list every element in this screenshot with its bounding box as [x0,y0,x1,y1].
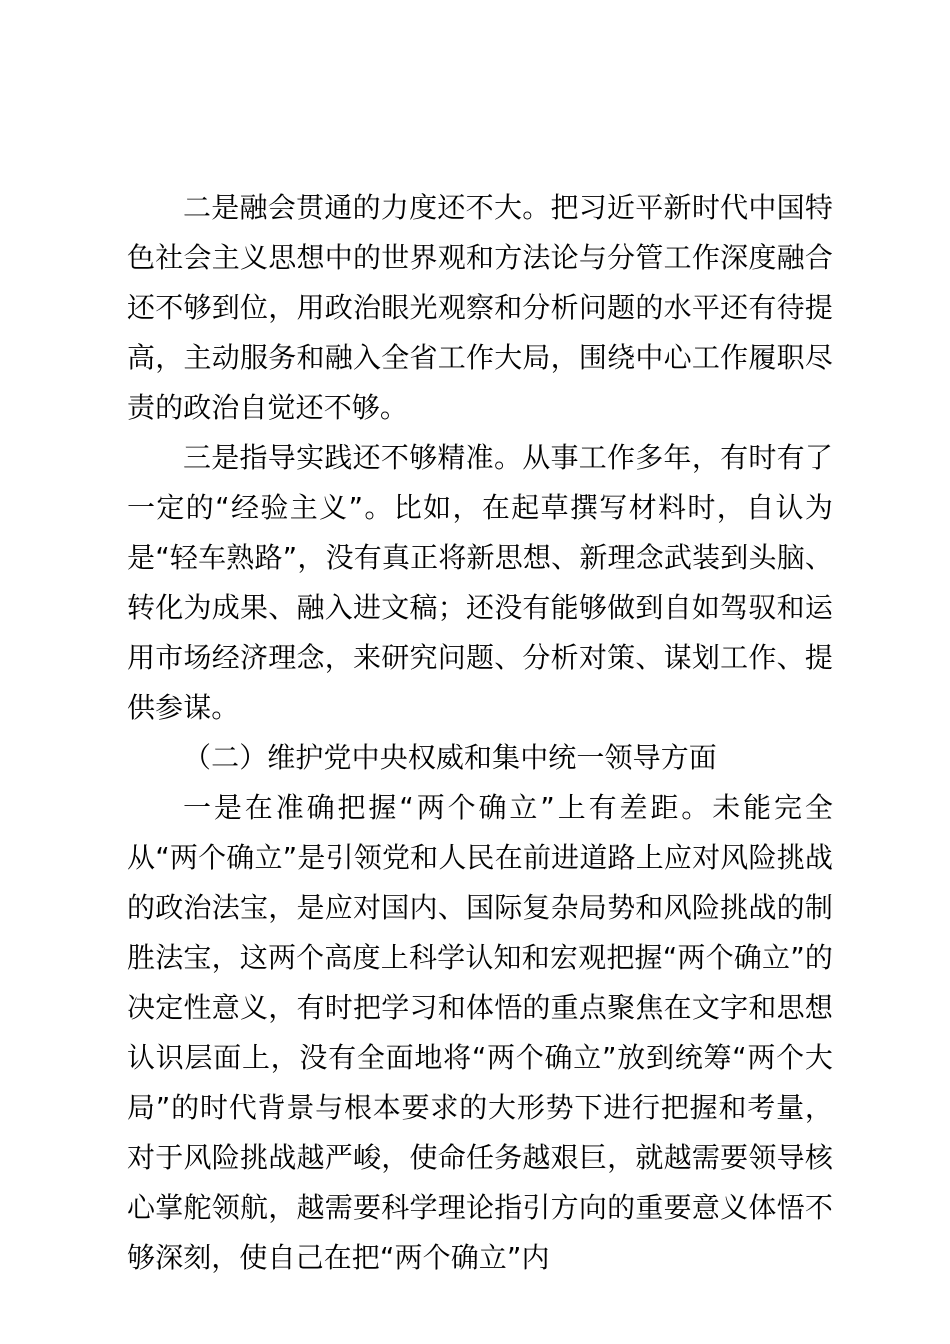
paragraph-two-establishments: 一是在准确把握“两个确立”上有差距。未能完全从“两个确立”是引领党和人民在前进道路上应对风险挑战的政治法宝，是应对国内、国际复杂局势和风险挑战的制胜法宝，这两个高度上科学认知和宏观把握“两个确立”的决定性意义，有时把学习和体悟的重点聚焦在文字和思想认识层面上，没有全面地将“两个确立”放到统筹“两个大局”的时代背景与根本要求的大形势下进行把握和考量，对于风险挑战越严峻，使命任务越艰巨，就越需要领导核心掌舵领航，越需要科学理论指引方向的重要意义体悟不够深刻，使自己在把“两个确立”内 [127,791,833,1274]
paragraph-integration: 二是融会贯通的力度还不大。把习近平新时代中国特色社会主义思想中的世界观和方法论与分管工作深度融合还不够到位，用政治眼光观察和分析问题的水平还有待提高，主动服务和融入全省工作大局，围绕中心工作履职尽责的政治自觉还不够。 [127,191,833,424]
document-body [127,183,833,1283]
paragraph-guidance-practice: 三是指导实践还不够精准。从事工作多年，有时有了一定的“经验主义”。比如，在起草撰写材料时，自认为是“轻车熟路”，没有真正将新思想、新理念武装到头脑、转化为成果、融入进文稿；还没有能够做到自如驾驭和运用市场经济理念，来研究问题、分析对策、谋划工作、提供参谋。 [127,441,833,724]
section-heading: （二）维护党中央权威和集中统一领导方面 [183,741,717,774]
